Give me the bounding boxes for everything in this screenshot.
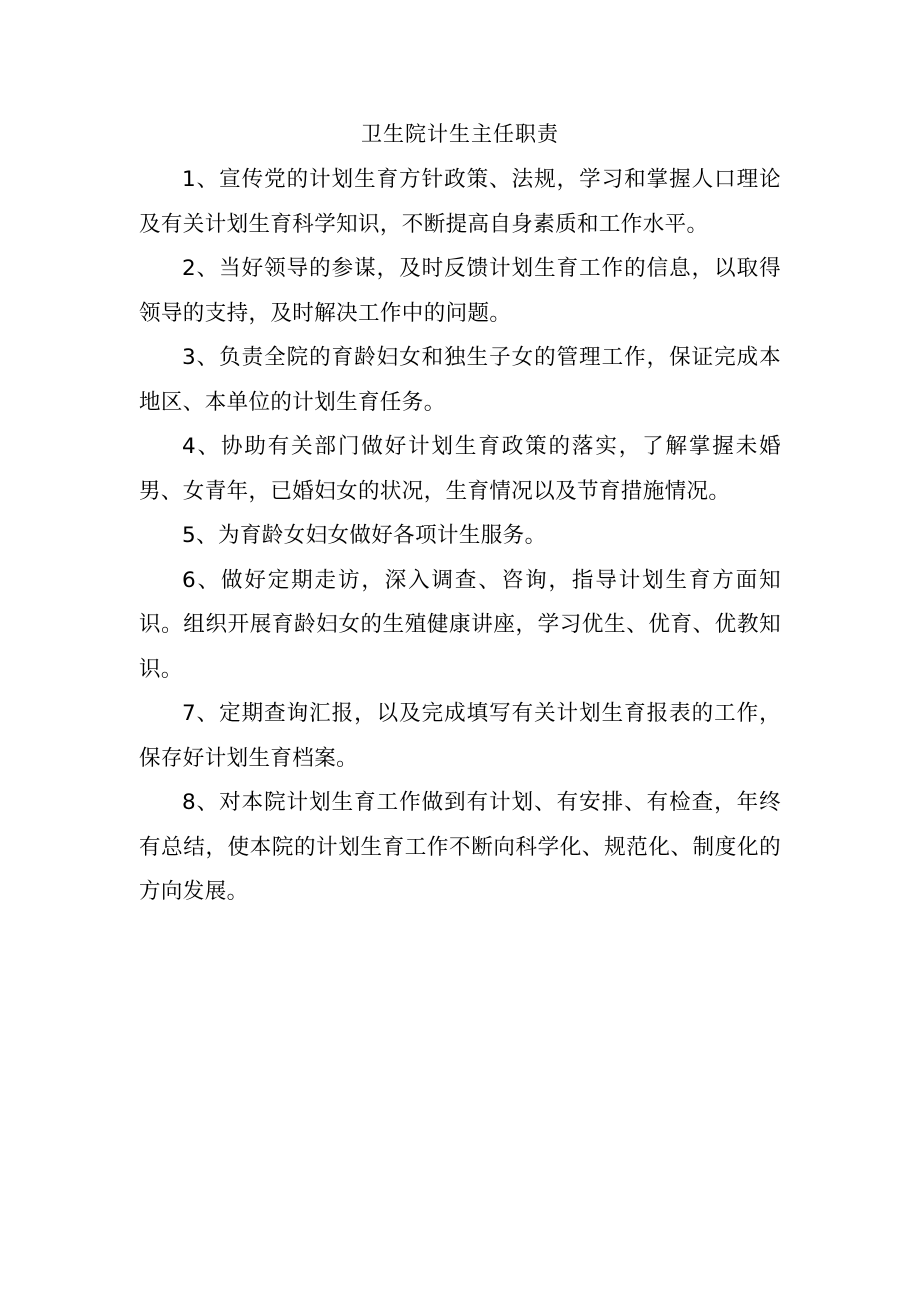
paragraph-3: 3、负责全院的育龄妇女和独生子女的管理工作，保证完成本地区、本单位的计划生育任务。	[139, 345, 781, 415]
paragraph-4: 4、协助有关部门做好计划生育政策的落实，了解掌握未婚男、女青年，已婚妇女的状况，生育情况以及节育措施情况。	[139, 434, 781, 504]
document-title: 卫生院计生主任职责	[361, 122, 559, 146]
paragraph-5: 5、为育龄女妇女做好各项计生服务。	[182, 523, 547, 548]
paragraph-1: 1、宣传党的计划生育方针政策、法规，学习和掌握人口理论及有关计划生育科学知识，不断提高自身素质和工作水平。	[139, 167, 781, 237]
document-page	[139, 114, 781, 915]
paragraph-8: 8、对本院计划生育工作做到有计划、有安排、有检查，年终有总结，使本院的计划生育工作不断向科学化、规范化、制度化的方向发展。	[139, 790, 781, 904]
paragraph-7: 7、定期查询汇报，以及完成填写有关计划生育报表的工作，保存好计划生育档案。	[139, 701, 781, 771]
paragraph-2: 2、当好领导的参谋，及时反馈计划生育工作的信息，以取得领导的支持，及时解决工作中的问题。	[139, 256, 781, 326]
paragraph-6: 6、做好定期走访，深入调查、咨询，指导计划生育方面知识。组织开展育龄妇女的生殖健康讲座，学习优生、优育、优教知识。	[139, 567, 781, 682]
